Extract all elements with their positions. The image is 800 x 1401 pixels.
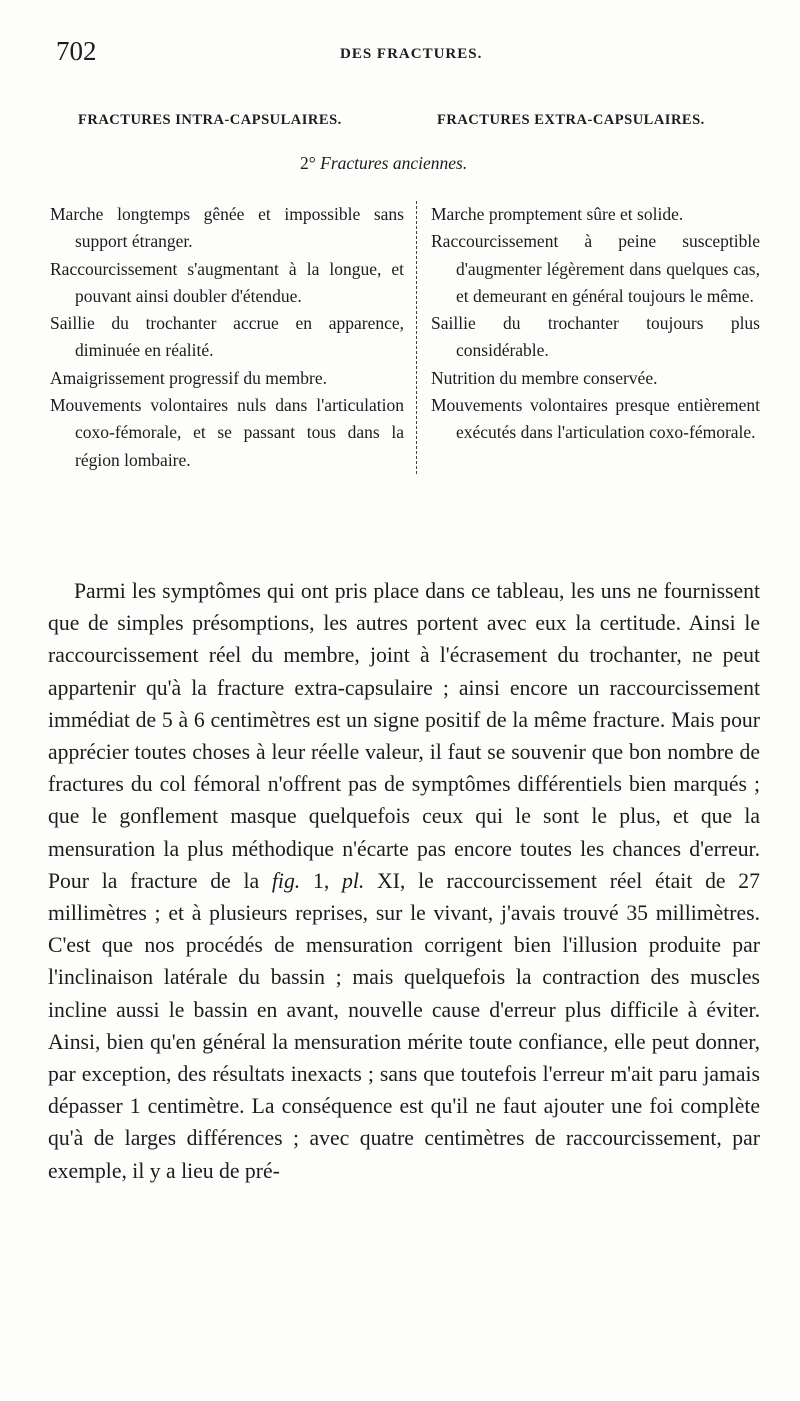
- list-item: Raccourcissement s'augmentant à la longue, et pouvant ainsi doubler d'étendue.: [50, 258, 404, 306]
- list-item: Saillie du trochanter accrue en apparence, diminuée en réalité.: [50, 313, 404, 361]
- page-header: [0, 36, 800, 72]
- extra-capsular-heading: FRACTURES EXTRA-CAPSULAIRES.: [437, 112, 705, 128]
- section-ordinal: 2°: [300, 153, 316, 173]
- list-item: Raccourcissement à peine susceptible d'augmenter légèrement dans quelques cas, et demeurant en général toujours le même.: [431, 231, 760, 306]
- comparison-table: [50, 201, 760, 474]
- list-item: Mouvements volontaires presque entièrement exécutés dans l'articulation coxo-fémorale.: [431, 395, 760, 443]
- running-head: DES FRACTURES.: [340, 46, 483, 62]
- list-item: Amaigrissement progressif du membre.: [50, 367, 328, 388]
- figure-reference: fig.: [271, 868, 301, 893]
- body-text: [48, 575, 760, 1187]
- list-item: Saillie du trochanter toujours plus considérable.: [431, 313, 760, 361]
- page-number: 702: [56, 36, 97, 66]
- plate-reference: pl.: [342, 868, 365, 893]
- list-item: Nutrition du membre conservée.: [431, 367, 658, 388]
- section-title-text: Fractures anciennes.: [320, 153, 468, 173]
- intra-capsular-column: [50, 201, 416, 474]
- paragraph-text-continued: XI, le raccourcissement réel était de 27 millimètres ; et à plusieurs reprises, sur le vivant, j'avais trouvé 35 millimètres. C'est que nos procédés de mensuration corrigent bien l'illusion produite par l'inclinaison latérale du bassin ; mais quelquefois la contraction des muscles incline aussi le bassin en avant, nouvelle cause d'erreur plus difficile à éviter. Ainsi, bien qu'en général la mensuration mérite toute confiance, elle peut donner, par exception, des résultats inexacts ; sans que toutefois l'erreur m'ait paru jamais dépasser 1 centimètre. La conséquence est qu'il ne faut ajouter une foi complète qu'à de larges différences ; avec quatre centimètres de raccourcissement, par exemple, il y a lieu de pré-: [48, 868, 760, 1183]
- extra-capsular-column: [416, 201, 760, 474]
- list-item: Marche promptement sûre et solide.: [431, 204, 684, 224]
- section-title: [300, 153, 467, 174]
- table-column-headings: [0, 112, 800, 134]
- body-paragraph: [48, 575, 760, 1187]
- figure-number: 1,: [300, 868, 342, 893]
- intra-capsular-heading: FRACTURES INTRA-CAPSULAIRES.: [78, 112, 342, 128]
- list-item: Marche longtemps gênée et impossible sans support étranger.: [50, 204, 404, 252]
- paragraph-text: Parmi les symptômes qui ont pris place dans ce tableau, les uns ne fournissent que de simples présomptions, les autres portent avec eux la certitude. Ainsi le raccourcissement réel du membre, joint à l'écrasement du trochanter, ne peut appartenir qu'à la fracture extra-capsulaire ; ainsi encore un raccourcissement immédiat de 5 à 6 centimètres est un signe positif de la même fracture. Mais pour apprécier toutes choses à leur réelle valeur, il faut se souvenir que bon nombre de fractures du col fémoral n'offrent pas de symptômes différentiels bien marqués ; que le gonflement masque quelquefois ceux qui le sont le plus, et que la mensuration la plus méthodique n'écarte pas encore toutes les chances d'erreur. Pour la fracture de la: [48, 579, 760, 893]
- list-item: Mouvements volontaires nuls dans l'articulation coxo-fémorale, et se passant tous dans la région lombaire.: [50, 395, 404, 470]
